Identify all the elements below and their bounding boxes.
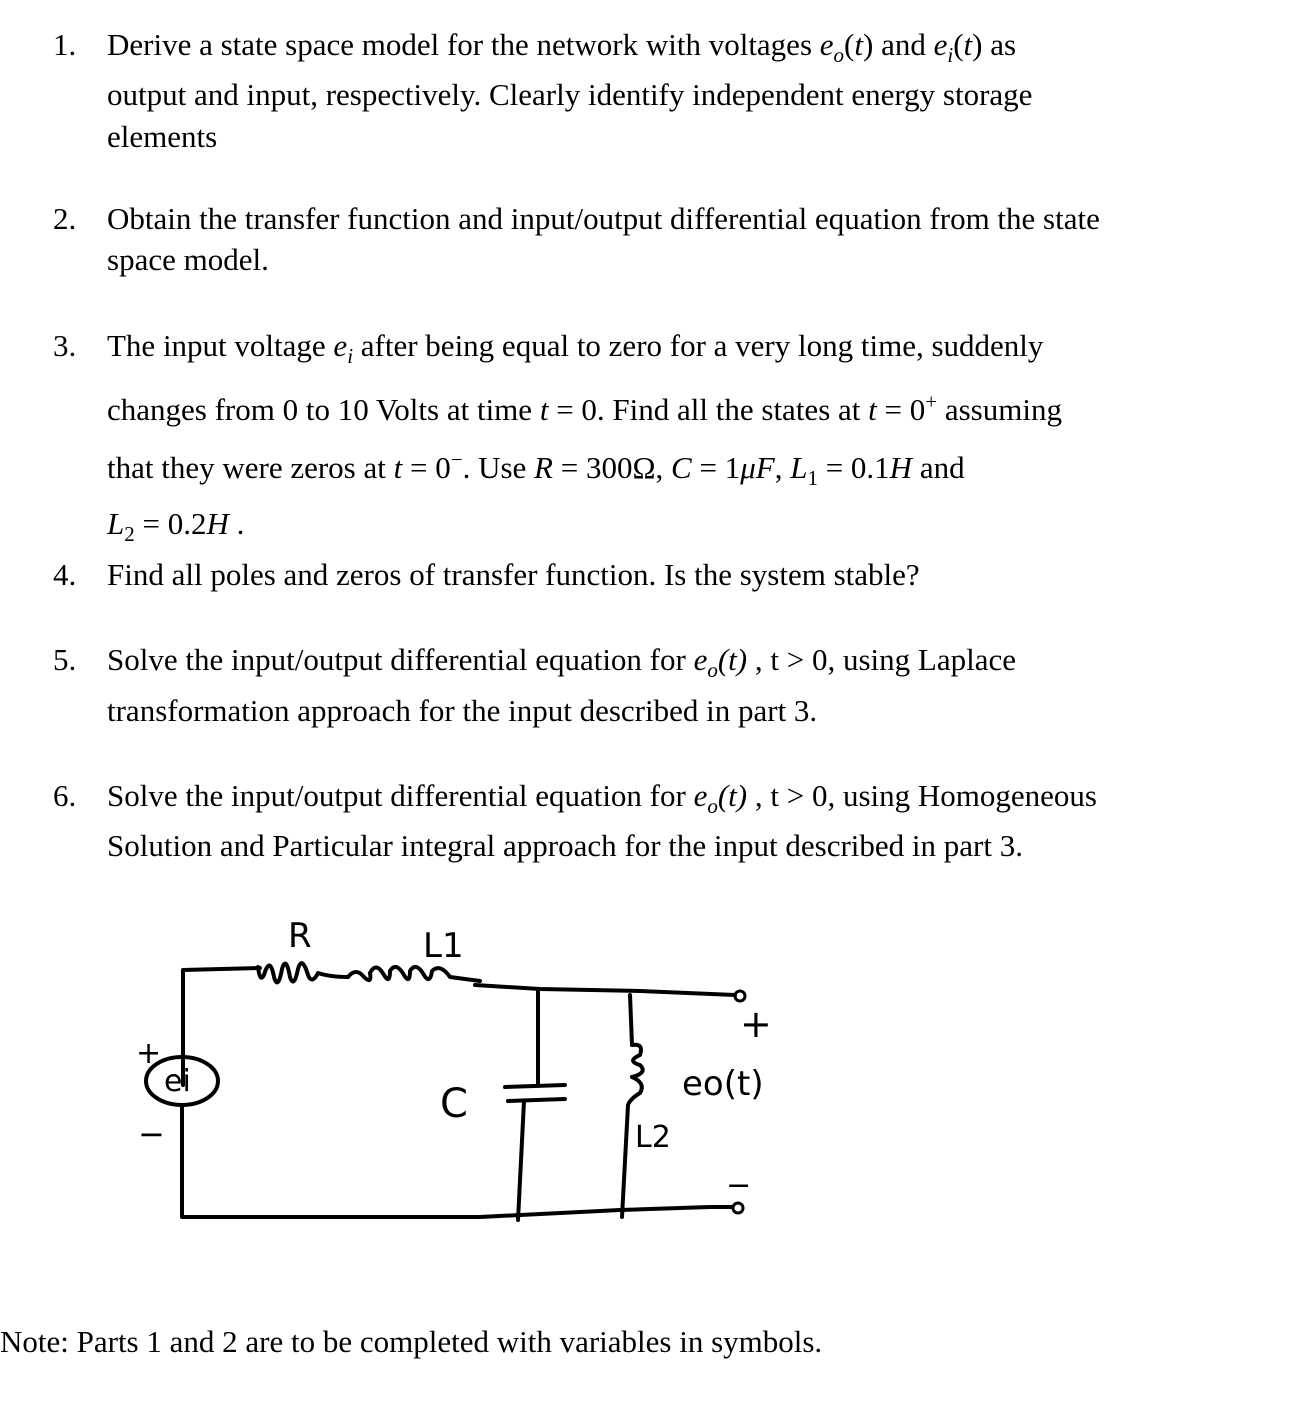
question-line: elements bbox=[107, 119, 218, 154]
question-number: 1. bbox=[53, 27, 77, 62]
question-number: 2. bbox=[53, 201, 77, 236]
question-number: 6. bbox=[53, 778, 77, 813]
label-output-plus: + bbox=[740, 1002, 772, 1046]
cap-plate-2 bbox=[508, 1099, 565, 1101]
question-line: Solution and Particular integral approach for the input described in part 3. bbox=[107, 828, 1023, 863]
question-line: changes from 0 to 10 Volts at time t = 0. Find all the states at t = 0+ assuming bbox=[107, 389, 1062, 427]
question-line: Derive a state space model for the network with voltages $e_o(t)$ and $e_i(t)$ as bbox=[107, 27, 1017, 68]
note: Note: Parts 1 and 2 are to be completed with variables in symbols. bbox=[0, 1324, 823, 1359]
label-output-minus: − bbox=[726, 1168, 752, 1203]
question-line: space model. bbox=[107, 242, 269, 277]
question-line: output and input, respectively. Clearly identify independent energy storage bbox=[107, 77, 1033, 112]
label-source-plus: + bbox=[136, 1036, 162, 1071]
question-line: transformation approach for the input described in part 3. bbox=[107, 693, 818, 728]
wire-top-left bbox=[183, 968, 260, 1085]
cap-plate-1 bbox=[505, 1085, 565, 1087]
circuit-diagram bbox=[120, 905, 820, 1250]
question-number: 4. bbox=[53, 557, 77, 592]
label-source: ei bbox=[164, 1064, 191, 1099]
inductor-L1 bbox=[348, 967, 480, 981]
cap-wire-bottom bbox=[518, 1101, 524, 1220]
label-L1: L1 bbox=[423, 926, 464, 966]
output-terminal-top bbox=[735, 991, 745, 1001]
resistor-R bbox=[258, 963, 348, 982]
question-line: $L_2 = 0.2H$ . bbox=[107, 506, 245, 547]
question-number: 3. bbox=[53, 328, 77, 363]
question-line: Obtain the transfer function and input/output differential equation from the state bbox=[107, 201, 1100, 236]
wire-top-node bbox=[475, 985, 735, 995]
output-terminal-bottom bbox=[733, 1203, 743, 1213]
label-L2: L2 bbox=[635, 1120, 671, 1155]
question-number: 5. bbox=[53, 642, 77, 677]
question-line: Find all poles and zeros of transfer function. Is the system stable? bbox=[107, 557, 920, 592]
question-line: The input voltage $e_i$ after being equal to zero for a very long time, suddenly bbox=[107, 328, 1044, 369]
question-line: that they were zeros at t = 0−. Use R = 300Ω, C = 1μF, $L_1 = 0.1H$ and bbox=[107, 447, 965, 491]
label-output: eo(t) bbox=[682, 1064, 764, 1104]
label-R: R bbox=[288, 916, 312, 956]
label-C: C bbox=[440, 1081, 468, 1127]
question-line: Solve the input/output differential equation for $e_o(t)$ , t > 0, using Homogeneous bbox=[107, 778, 1097, 819]
question-line: Solve the input/output differential equation for $e_o(t)$ , t > 0, using Laplace bbox=[107, 642, 1016, 683]
label-source-minus: − bbox=[138, 1115, 165, 1153]
inductor-L2 bbox=[622, 995, 643, 1217]
